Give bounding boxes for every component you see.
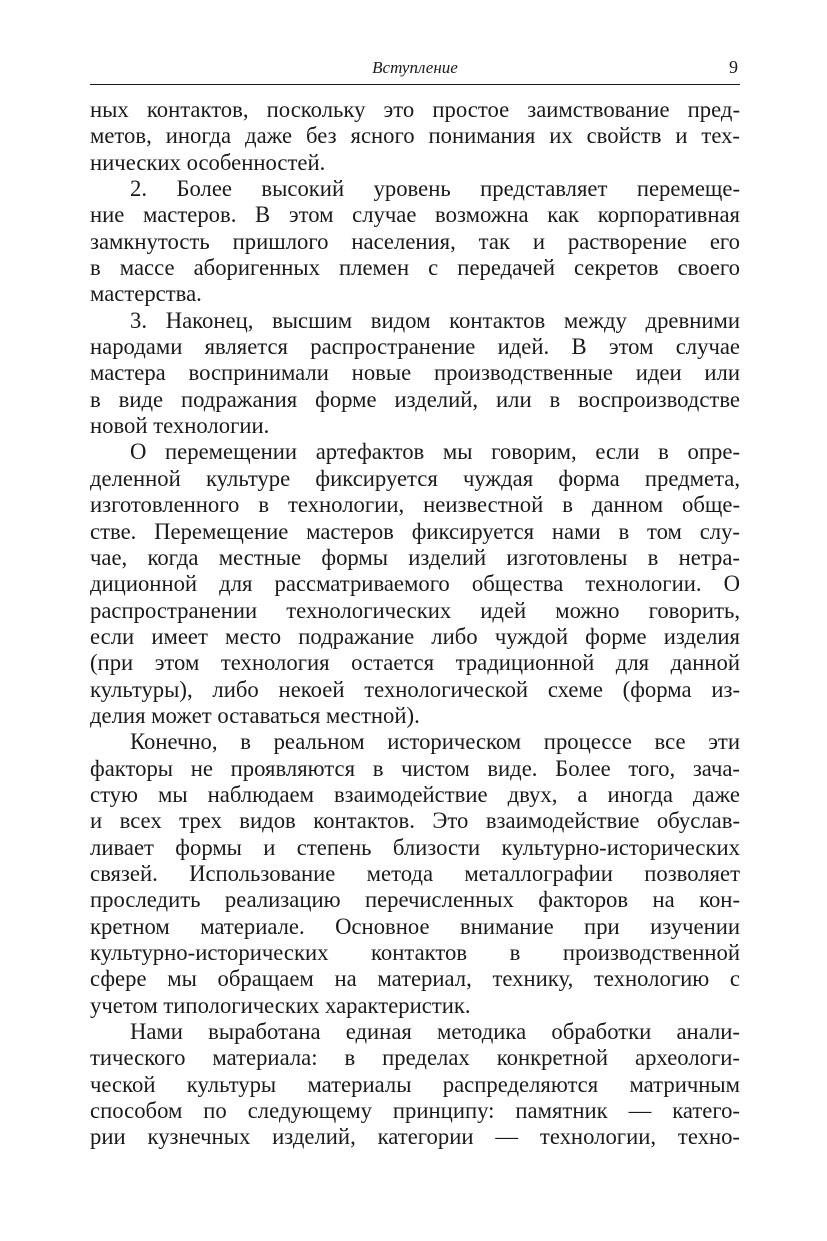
running-header — [90, 56, 740, 85]
text-line: в массе аборигенных племен с передачей секретов своего — [90, 255, 740, 281]
paragraph — [90, 97, 740, 176]
text-line: метов, иногда даже без ясного понимания их свойств и тех- — [90, 123, 740, 149]
text-line: стве. Перемещение мастеров фиксируется нами в том слу- — [90, 518, 740, 544]
paragraph — [90, 439, 740, 729]
text-line: и всех трех видов контактов. Это взаимодействие обуслав- — [90, 808, 740, 834]
text-line: культуры), либо некоей технологической схеме (форма из- — [90, 676, 740, 702]
text-line: деленной культуре фиксируется чуждая форма предмета, — [90, 465, 740, 491]
text-line: учетом типологических характеристик. — [90, 992, 471, 1018]
text-line: народами является распространение идей. В этом случае — [90, 334, 740, 360]
text-line: сфере мы обращаем на материал, технику, технологию с — [90, 966, 740, 992]
text-line: Нами выработана единая методика обработки анали- — [130, 1019, 740, 1045]
paragraph — [90, 1019, 740, 1151]
text-line: в виде подражания форме изделий, или в воспроизводстве — [90, 386, 740, 412]
text-line: ливает формы и степень близости культурно-исторических — [90, 834, 740, 860]
text-line: новой технологии. — [90, 413, 270, 439]
text-line: ние мастеров. В этом случае возможна как корпоративная — [90, 202, 740, 228]
text-line: изготовленного в технологии, неизвестной в данном обще- — [90, 492, 740, 518]
text-line: диционной для рассматриваемого общества технологии. О — [90, 571, 740, 597]
text-line: нических особенностей. — [90, 149, 326, 175]
running-title: Вступление — [372, 58, 458, 77]
text-line: тического материала: в пределах конкретной археологи- — [90, 1045, 740, 1071]
text-line: рии кузнечных изделий, категории — технологии, техно- — [90, 1124, 740, 1150]
text-line: кретном материале. Основное внимание при изучении — [90, 913, 740, 939]
text-line: ных контактов, поскольку это простое заимствование пред- — [90, 97, 740, 122]
text-line: стую мы наблюдаем взаимодействие двух, а иногда даже — [90, 781, 740, 807]
paragraph — [90, 308, 740, 440]
text-line: О перемещении артефактов мы говорим, если в опре- — [130, 439, 740, 465]
text-line: если имеет место подражание либо чуждой форме изделия — [90, 623, 740, 649]
paragraph — [90, 729, 740, 1019]
text-line: мастерства. — [90, 281, 202, 307]
text-line: замкнутость пришлого населения, так и растворение его — [90, 228, 740, 254]
text-line: мастера воспринимали новые производственные идеи или — [90, 360, 740, 386]
page-number: 9 — [729, 57, 738, 77]
text-line: 3. Наконец, высшим видом контактов между древними — [130, 307, 740, 333]
text-line: ческой культуры материалы распределяются матричным — [90, 1071, 740, 1097]
text-line: способом по следующему принципу: памятник — катего- — [90, 1098, 740, 1124]
text-line: делия может оставаться местной). — [90, 702, 420, 728]
text-line: 2. Более высокий уровень представляет перемеще- — [130, 176, 740, 202]
text-line: проследить реализацию перечисленных факторов на кон- — [90, 887, 740, 913]
body-text — [90, 97, 740, 1151]
text-line: связей. Использование метода металлографии позволяет — [90, 860, 740, 886]
text-line: (при этом технология остается традиционной для данной — [90, 650, 740, 676]
paragraph — [90, 176, 740, 308]
text-line: распространении технологических идей можно говорить, — [90, 597, 740, 623]
text-line: чае, когда местные формы изделий изготовлены в нетра- — [90, 544, 740, 570]
text-line: Конечно, в реальном историческом процессе все эти — [130, 729, 740, 755]
text-line: культурно-исторических контактов в производственной — [90, 940, 740, 965]
text-line: факторы не проявляются в чистом виде. Более того, зача- — [90, 755, 740, 781]
